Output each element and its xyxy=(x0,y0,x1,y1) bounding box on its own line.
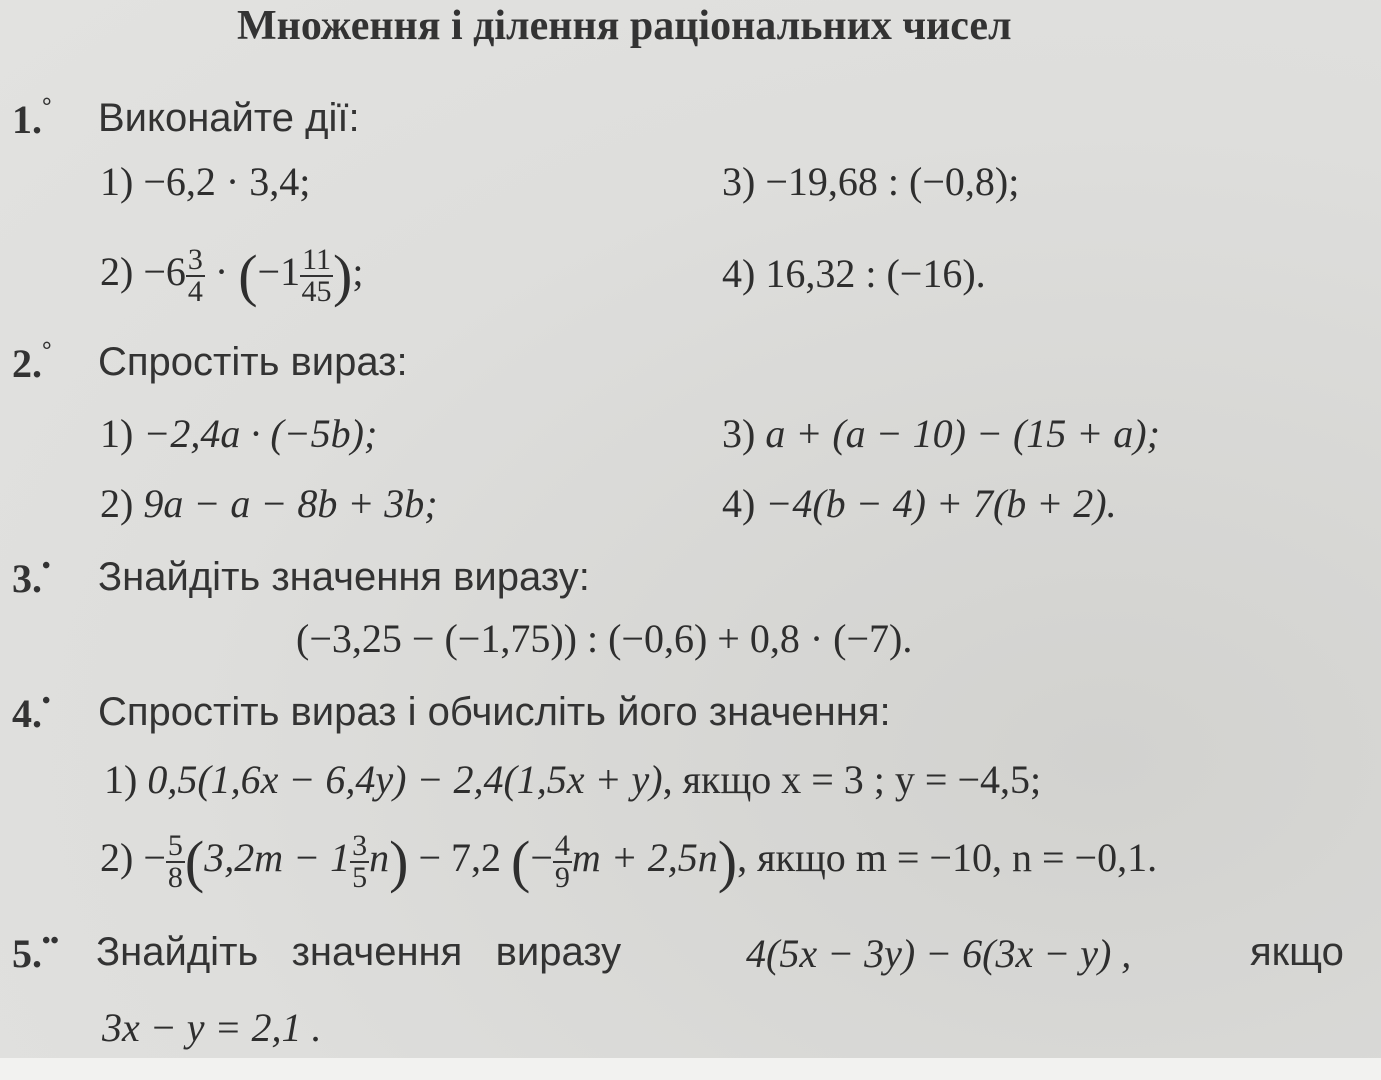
task-2-item-3: 3) a + (a − 10) − (15 + a); xyxy=(722,411,1160,456)
task-4-item-2: 2) − $\frac{5}{8}$ (3,2m − 1 $\frac{3}{5}$ n) − 7,2 (− $\frac{4}{9}$ m + 2,5n), якщо m = −10, n = −0,1. xyxy=(100,828,1158,894)
task-2-item-2: 2) 9a − a − 8b + 3b; xyxy=(100,481,438,526)
task-1-item-1: 1) −6,2 · 3,4; xyxy=(100,159,311,204)
page-bottom-edge xyxy=(0,1058,1381,1080)
task-4-item-1: 1) 0,5(1,6x − 6,4y) − 2,4(1,5x + y), якщо x = 3 ; y = −4,5; xyxy=(104,757,1042,802)
task-2-item-4: 4) −4(b − 4) + 7(b + 2). xyxy=(722,481,1117,526)
fraction-11-45: $\frac{11}{45}$ xyxy=(301,242,332,308)
fraction-3-5: $\frac{3}{5}$ xyxy=(352,828,368,894)
task-3-number: 3.• xyxy=(12,553,51,601)
task-4-number: 4.• xyxy=(12,688,51,736)
task-1-item-2: 2) −6 $\frac{3}{4}$ · (−1 $\frac{11}{45}$ ); xyxy=(100,242,364,308)
task-5-number: 5.•• xyxy=(12,928,59,976)
task-1-item-4: 4) 16,32 : (−16). xyxy=(722,251,986,296)
task-2-number: 2.° xyxy=(12,338,52,386)
task-2-item-1: 1) −2,4a · (−5b); xyxy=(100,411,378,456)
fraction-5-8: $\frac{5}{8}$ xyxy=(167,828,183,894)
task-3-expression: (−3,25 − (−1,75)) : (−0,6) + 0,8 · (−7). xyxy=(296,616,913,661)
task-1-item-3: 3) −19,68 : (−0,8); xyxy=(722,159,1020,204)
task-1-heading: Виконайте дії: xyxy=(98,96,360,140)
task-4-heading: Спростіть вираз і обчисліть його значення: xyxy=(98,690,891,734)
fraction-3-4: $\frac{3}{4}$ xyxy=(187,242,203,308)
task-5-expression: 4(5x − 3y) − 6(3x − y) , xyxy=(746,931,1132,976)
page-title: Множення і ділення раціональних чисел xyxy=(237,3,1012,49)
task-5-condition-word: якщо xyxy=(1250,930,1344,974)
task-1-number: 1.° xyxy=(12,94,52,142)
task-3-heading: Знайдіть значення виразу: xyxy=(98,555,590,599)
fraction-4-9: $\frac{4}{9}$ xyxy=(554,828,570,894)
task-5-condition: 3x − y = 2,1 . xyxy=(102,1005,322,1050)
task-5-heading: Знайдіть значення виразу xyxy=(96,930,622,974)
task-2-heading: Спростіть вираз: xyxy=(98,340,408,384)
